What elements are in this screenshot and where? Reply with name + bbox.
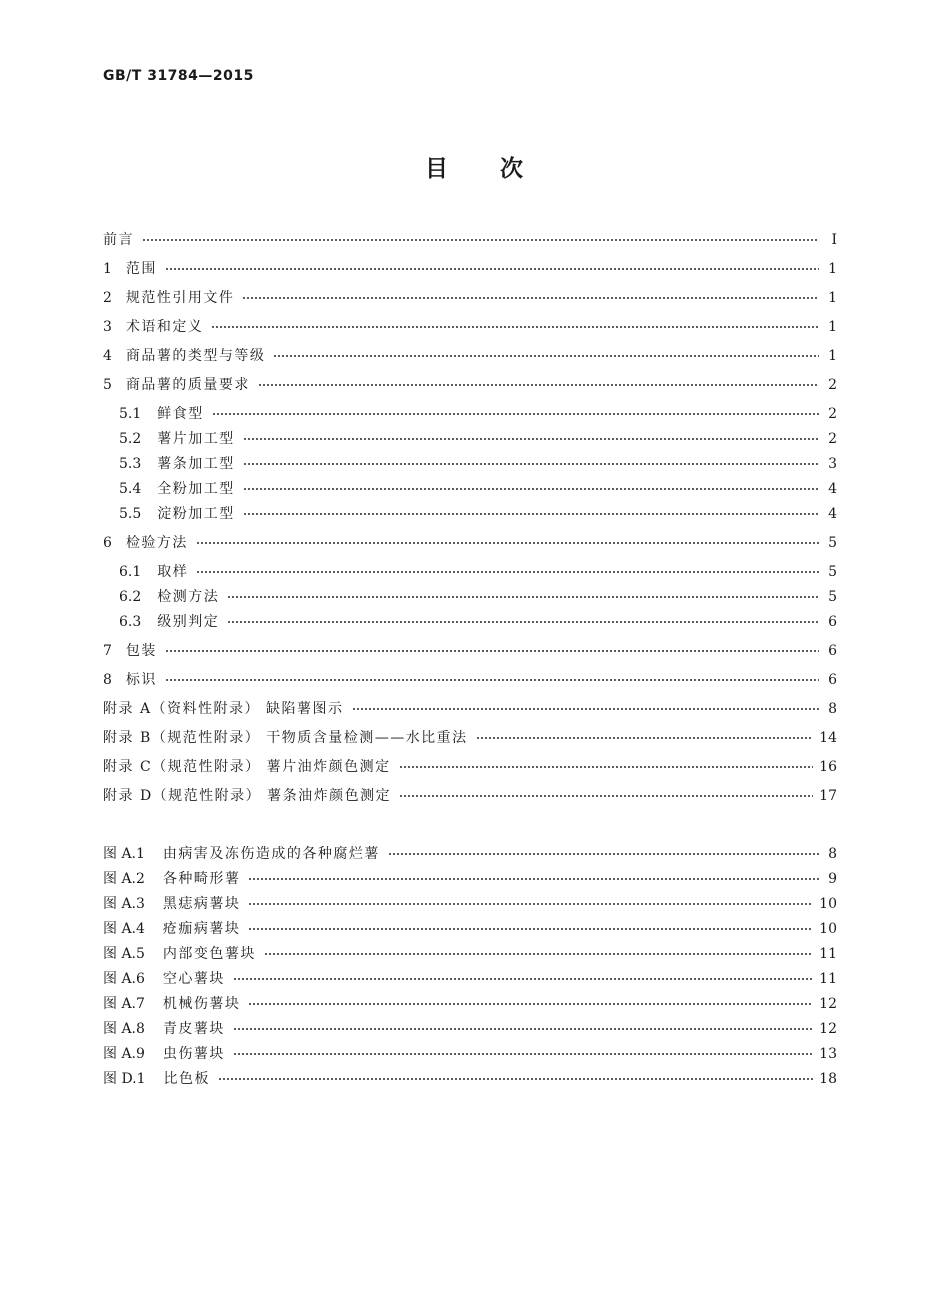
toc-entry-number: 8 bbox=[103, 672, 112, 688]
toc-entry-label: 商品薯的类型与等级 bbox=[125, 348, 266, 364]
toc-entry-page: 2 bbox=[828, 377, 837, 393]
toc-entry-page: 6 bbox=[828, 672, 837, 688]
figure-page: 8 bbox=[828, 846, 837, 862]
figure-page: 11 bbox=[819, 946, 837, 962]
toc-appendix-entry[interactable] bbox=[103, 728, 837, 748]
figure-entry[interactable] bbox=[103, 1019, 837, 1039]
toc-subentry[interactable] bbox=[119, 479, 837, 499]
figure-number: 图 D.1 bbox=[103, 1071, 146, 1087]
dot-leader bbox=[165, 267, 819, 271]
dot-leader bbox=[248, 902, 813, 906]
toc-entry-number: 7 bbox=[103, 643, 112, 659]
toc-entry-label: 检验方法 bbox=[125, 535, 188, 551]
dot-leader bbox=[233, 977, 813, 981]
figure-number: 图 A.6 bbox=[103, 971, 145, 987]
toc-appendix-entry[interactable] bbox=[103, 757, 837, 777]
figure-page: 13 bbox=[819, 1046, 837, 1062]
toc-entry-number: 2 bbox=[103, 290, 112, 306]
standard-number: GB/T 31784—2015 bbox=[103, 68, 254, 84]
page-title: 目 次 bbox=[424, 156, 525, 182]
toc-entry-label: 全粉加工型 bbox=[157, 481, 235, 497]
figure-entry[interactable] bbox=[103, 869, 837, 889]
toc-entry-number: 4 bbox=[103, 348, 112, 364]
figure-label: 虫伤薯块 bbox=[162, 1046, 225, 1062]
toc-entry-label: 范围 bbox=[125, 261, 157, 277]
dot-leader bbox=[196, 570, 819, 574]
figure-entry[interactable] bbox=[103, 944, 837, 964]
toc-entry[interactable] bbox=[103, 317, 837, 337]
figure-entry[interactable] bbox=[103, 1044, 837, 1064]
toc-entry-number: 3 bbox=[103, 319, 112, 335]
dot-leader bbox=[273, 354, 819, 358]
toc-entry-number: 5.4 bbox=[119, 481, 142, 497]
toc-entry[interactable] bbox=[103, 375, 837, 395]
toc-subentry[interactable] bbox=[119, 429, 837, 449]
figure-page: 12 bbox=[819, 996, 837, 1012]
toc-entry-page: 5 bbox=[828, 535, 837, 551]
toc-entry[interactable] bbox=[103, 346, 837, 366]
dot-leader bbox=[264, 952, 813, 956]
toc-entry-label: 淀粉加工型 bbox=[157, 506, 235, 522]
figure-number: 图 A.5 bbox=[103, 946, 145, 962]
toc-entry-number: 6.1 bbox=[119, 564, 142, 580]
toc-entry[interactable] bbox=[103, 259, 837, 279]
dot-leader bbox=[399, 794, 813, 798]
figure-number: 图 A.9 bbox=[103, 1046, 145, 1062]
figure-label: 比色板 bbox=[163, 1071, 211, 1087]
figure-page: 10 bbox=[819, 921, 837, 937]
figure-page: 11 bbox=[819, 971, 837, 987]
figure-number: 图 A.2 bbox=[103, 871, 145, 887]
dot-leader bbox=[242, 296, 819, 300]
dot-leader bbox=[233, 1027, 813, 1031]
toc-entry-page: 4 bbox=[828, 481, 837, 497]
dot-leader bbox=[165, 678, 819, 682]
dot-leader bbox=[388, 852, 819, 856]
toc-entry-page: 14 bbox=[819, 730, 837, 746]
toc-entry-page: 4 bbox=[828, 506, 837, 522]
toc-entry-page: 5 bbox=[828, 564, 837, 580]
figure-number: 图 A.8 bbox=[103, 1021, 145, 1037]
toc-entry[interactable] bbox=[103, 288, 837, 308]
figure-entry[interactable] bbox=[103, 894, 837, 914]
toc-entry-label: 附录 C（规范性附录） 薯片油炸颜色测定 bbox=[103, 759, 391, 775]
toc-subentry[interactable] bbox=[119, 454, 837, 474]
toc-entry-label: 附录 D（规范性附录） 薯条油炸颜色测定 bbox=[103, 788, 392, 804]
figure-page: 18 bbox=[819, 1071, 837, 1087]
dot-leader bbox=[227, 620, 819, 624]
figure-entry[interactable] bbox=[103, 844, 837, 864]
figure-label: 各种畸形薯 bbox=[162, 871, 241, 887]
toc-entry-number: 5.5 bbox=[119, 506, 142, 522]
figure-page: 10 bbox=[819, 896, 837, 912]
toc-entry-label: 术语和定义 bbox=[125, 319, 204, 335]
dot-leader bbox=[248, 877, 819, 881]
toc-entry[interactable] bbox=[103, 641, 837, 661]
toc-entry-number: 6 bbox=[103, 535, 112, 551]
figure-entry[interactable] bbox=[103, 1069, 837, 1089]
dot-leader bbox=[243, 487, 819, 491]
dot-leader bbox=[165, 649, 819, 653]
figure-label: 疮痂病薯块 bbox=[162, 921, 241, 937]
figure-label: 由病害及冻伤造成的各种腐烂薯 bbox=[162, 846, 380, 862]
dot-leader bbox=[196, 541, 819, 545]
toc-entry-page: 6 bbox=[828, 643, 837, 659]
figure-number: 图 A.4 bbox=[103, 921, 145, 937]
toc-subentry[interactable] bbox=[119, 612, 837, 632]
toc-entry-page: 1 bbox=[828, 348, 837, 364]
dot-leader bbox=[476, 736, 813, 740]
dot-leader bbox=[248, 1002, 813, 1006]
toc-entry-page: 1 bbox=[828, 261, 837, 277]
figure-entry[interactable] bbox=[103, 919, 837, 939]
toc-entry-page: 2 bbox=[828, 406, 837, 422]
toc-subentry[interactable] bbox=[119, 562, 837, 582]
toc-entry-page: 2 bbox=[828, 431, 837, 447]
figure-label: 空心薯块 bbox=[162, 971, 225, 987]
toc-entry-label: 级别判定 bbox=[157, 614, 220, 630]
toc-entry[interactable] bbox=[103, 230, 837, 250]
toc-entry-label: 商品薯的质量要求 bbox=[125, 377, 250, 393]
toc-entry-page: 3 bbox=[828, 456, 837, 472]
toc-entry-number: 5.2 bbox=[119, 431, 142, 447]
toc-appendix-entry[interactable] bbox=[103, 699, 837, 719]
figure-number: 图 A.7 bbox=[103, 996, 145, 1012]
toc-entry-page: 1 bbox=[828, 319, 837, 335]
dot-leader bbox=[258, 383, 819, 387]
toc-entry-label: 检测方法 bbox=[157, 589, 220, 605]
toc-entry-label: 标识 bbox=[125, 672, 157, 688]
dot-leader bbox=[243, 512, 819, 516]
toc-entry[interactable] bbox=[103, 533, 837, 553]
toc-entry-label: 鲜食型 bbox=[157, 406, 204, 422]
figure-entry[interactable] bbox=[103, 994, 837, 1014]
figure-label: 青皮薯块 bbox=[162, 1021, 225, 1037]
dot-leader bbox=[227, 595, 819, 599]
toc-subentry[interactable] bbox=[119, 504, 837, 524]
toc-entry-label: 规范性引用文件 bbox=[125, 290, 235, 306]
toc-entry-label: 附录 A（资料性附录） 缺陷薯图示 bbox=[103, 701, 344, 717]
toc-entry-number: 6.3 bbox=[119, 614, 142, 630]
toc-entry-page: 8 bbox=[828, 701, 837, 717]
figure-number: 图 A.1 bbox=[103, 846, 145, 862]
dot-leader bbox=[248, 927, 813, 931]
dot-leader bbox=[212, 412, 819, 416]
toc-entry-page: 16 bbox=[819, 759, 837, 775]
toc-entry-page: Ⅰ bbox=[831, 232, 837, 248]
dot-leader bbox=[243, 462, 819, 466]
toc-entry-number: 5 bbox=[103, 377, 112, 393]
figure-page: 12 bbox=[819, 1021, 837, 1037]
figure-label: 内部变色薯块 bbox=[162, 946, 256, 962]
figure-label: 黑痣病薯块 bbox=[162, 896, 241, 912]
toc-entry-page: 17 bbox=[819, 788, 837, 804]
toc-entry[interactable] bbox=[103, 670, 837, 690]
toc-entry-number: 5.1 bbox=[119, 406, 142, 422]
toc-subentry[interactable] bbox=[119, 404, 837, 424]
toc-subentry[interactable] bbox=[119, 587, 837, 607]
toc-entry-page: 6 bbox=[828, 614, 837, 630]
toc-entry-number: 6.2 bbox=[119, 589, 142, 605]
toc-appendix-entry[interactable] bbox=[103, 786, 837, 806]
dot-leader bbox=[399, 765, 814, 769]
toc-entry-number: 1 bbox=[103, 261, 112, 277]
figure-page: 9 bbox=[828, 871, 837, 887]
toc-entry-page: 1 bbox=[828, 290, 837, 306]
toc-entry-page: 5 bbox=[828, 589, 837, 605]
dot-leader bbox=[243, 437, 819, 441]
toc-entry-label: 附录 B（规范性附录） 干物质含量检测——水比重法 bbox=[103, 730, 468, 746]
toc-entry-number: 5.3 bbox=[119, 456, 142, 472]
dot-leader bbox=[218, 1077, 813, 1081]
toc-entry-label: 取样 bbox=[157, 564, 189, 580]
toc-entry-label: 薯条加工型 bbox=[157, 456, 235, 472]
toc-entry-label: 前言 bbox=[103, 232, 134, 248]
dot-leader bbox=[233, 1052, 813, 1056]
figure-label: 机械伤薯块 bbox=[162, 996, 241, 1012]
dot-leader bbox=[352, 707, 819, 711]
toc-entry-label: 包装 bbox=[125, 643, 157, 659]
dot-leader bbox=[142, 238, 819, 242]
dot-leader bbox=[211, 325, 819, 329]
figure-entry[interactable] bbox=[103, 969, 837, 989]
figure-number: 图 A.3 bbox=[103, 896, 145, 912]
toc-entry-label: 薯片加工型 bbox=[157, 431, 235, 447]
